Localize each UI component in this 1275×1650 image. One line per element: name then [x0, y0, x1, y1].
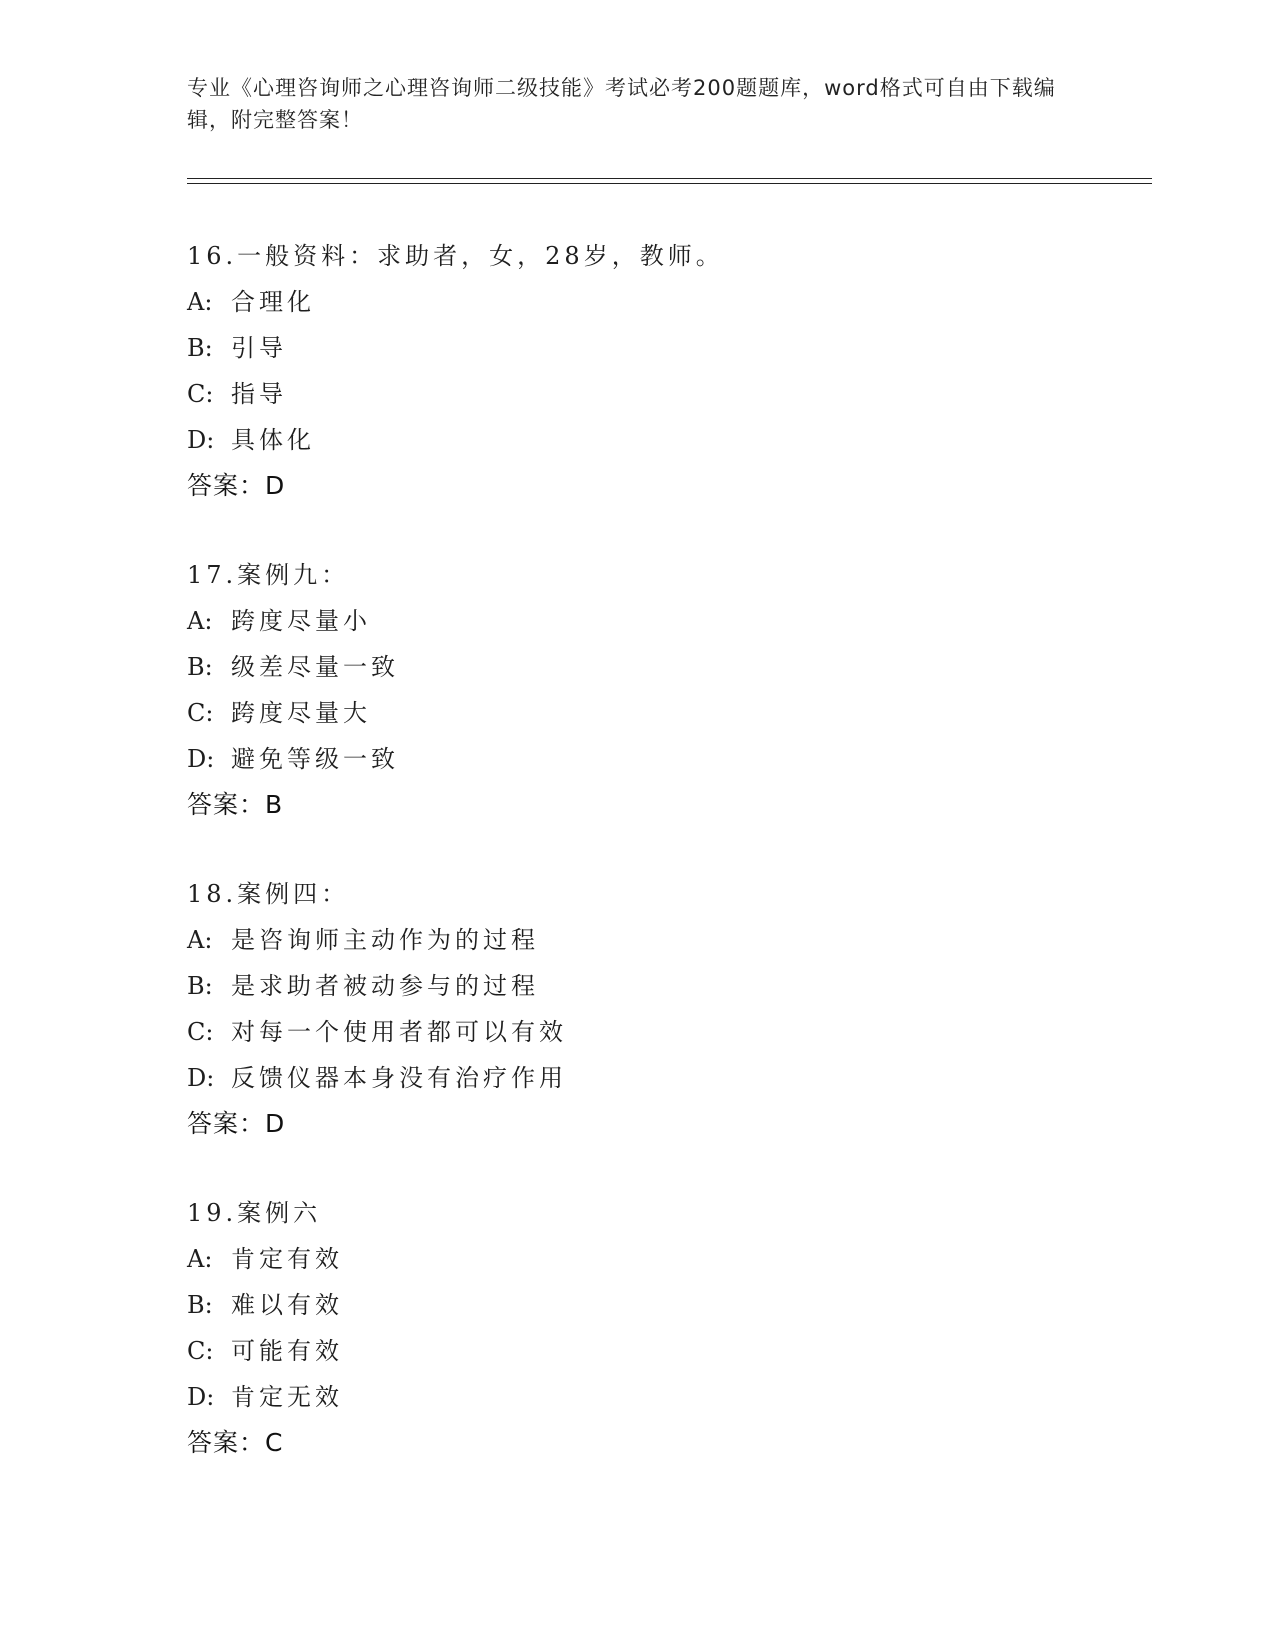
option-letter: C: [187, 1337, 214, 1365]
option-b [187, 644, 1087, 690]
question-stem: 17.案例九： [187, 561, 350, 589]
option-text: 级差尽量一致 [231, 653, 399, 681]
option-c [187, 1328, 1087, 1374]
option-letter: A: [187, 1245, 213, 1273]
option-text: 反馈仪器本身没有治疗作用 [231, 1064, 567, 1092]
option-b [187, 1282, 1087, 1328]
option-text: 是咨询师主动作为的过程 [231, 926, 539, 954]
option-letter: C: [187, 699, 214, 727]
option-d [187, 736, 1087, 782]
answer-line: 答案：B [187, 790, 284, 819]
option-text: 具体化 [231, 426, 315, 454]
option-letter: A: [187, 926, 213, 954]
option-d [187, 417, 1087, 463]
option-text: 合理化 [231, 288, 315, 316]
option-letter: B: [187, 334, 213, 362]
question-stem: 18.案例四： [187, 880, 350, 908]
option-letter: B: [187, 653, 213, 681]
option-letter: C: [187, 1018, 214, 1046]
option-letter: D: [187, 1064, 215, 1092]
option-a [187, 1236, 1087, 1282]
option-letter: B: [187, 1291, 213, 1319]
option-c [187, 690, 1087, 736]
option-text: 肯定有效 [231, 1245, 343, 1273]
option-letter: C: [187, 380, 214, 408]
question-stem: 19.案例六 [187, 1199, 322, 1227]
option-d [187, 1055, 1087, 1101]
header-divider-top [187, 178, 1152, 179]
question-19 [187, 1190, 1087, 1466]
option-text: 指导 [231, 380, 287, 408]
option-b [187, 325, 1087, 371]
option-text: 是求助者被动参与的过程 [231, 972, 539, 1000]
option-text: 对每一个使用者都可以有效 [231, 1018, 567, 1046]
option-a [187, 598, 1087, 644]
option-letter: B: [187, 972, 213, 1000]
question-18 [187, 871, 1087, 1147]
question-stem: 16.一般资料：求助者，女，28岁，教师。 [187, 242, 724, 270]
option-text: 难以有效 [231, 1291, 343, 1319]
question-16 [187, 233, 1087, 509]
option-c [187, 371, 1087, 417]
option-letter: D: [187, 426, 215, 454]
option-a [187, 917, 1087, 963]
question-17 [187, 552, 1087, 828]
answer-line: 答案：D [187, 471, 286, 500]
option-text: 引导 [231, 334, 287, 362]
option-letter: D: [187, 1383, 215, 1411]
option-letter: A: [187, 607, 213, 635]
option-b [187, 963, 1087, 1009]
option-text: 可能有效 [231, 1337, 343, 1365]
document-header: 专业《心理咨询师之心理咨询师二级技能》考试必考200题题库，word格式可自由下载编辑，附完整答案！ [187, 76, 1056, 132]
option-text: 避免等级一致 [231, 745, 399, 773]
answer-line: 答案：D [187, 1109, 286, 1138]
option-text: 跨度尽量小 [231, 607, 371, 635]
option-a [187, 279, 1087, 325]
option-c [187, 1009, 1087, 1055]
option-letter: A: [187, 288, 213, 316]
option-d [187, 1374, 1087, 1420]
answer-line: 答案：C [187, 1428, 284, 1457]
option-text: 肯定无效 [231, 1383, 343, 1411]
header-divider-bottom [187, 183, 1152, 184]
option-text: 跨度尽量大 [231, 699, 371, 727]
option-letter: D: [187, 745, 215, 773]
